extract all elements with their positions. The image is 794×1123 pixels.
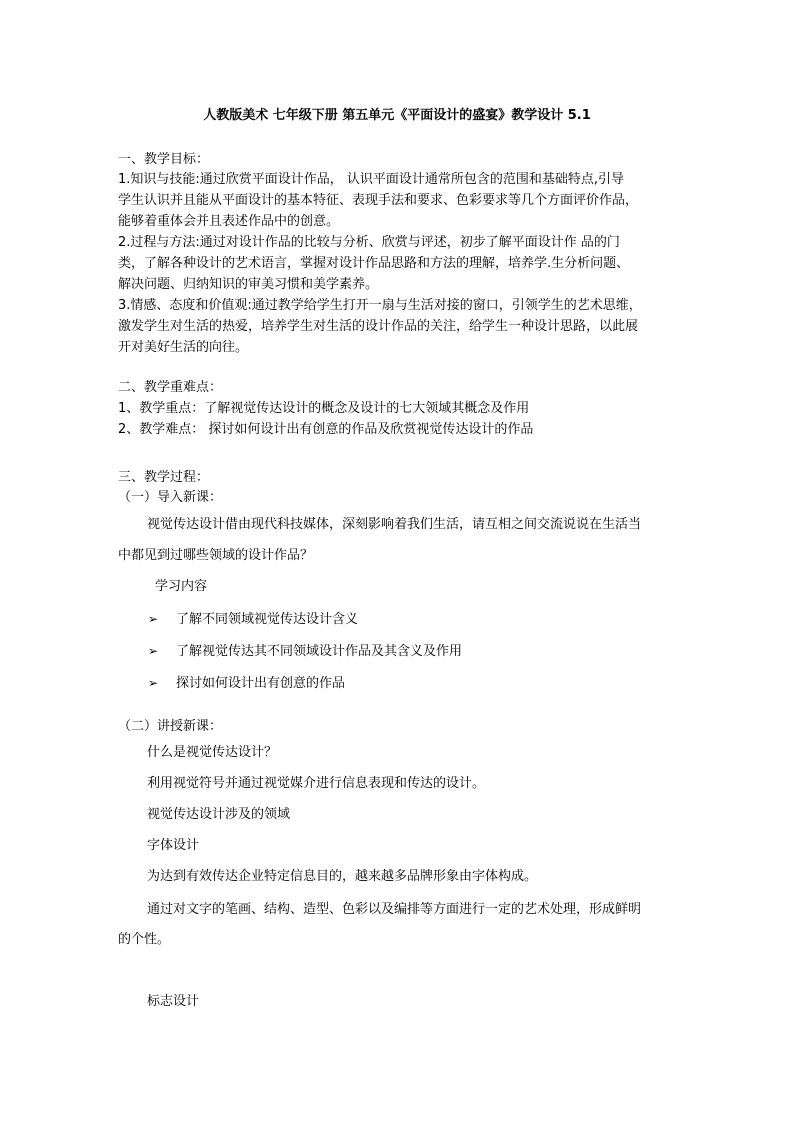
key-point-line: 2、教学难点： 探讨如何设计出有创意的作品及欣赏视觉传达设计的作品 — [118, 422, 534, 437]
subsection-new-lesson-heading: （二）讲授新课： — [118, 719, 223, 734]
arrow-bullet-icon: ➢ — [148, 676, 159, 690]
objectives-line: 开对美好生活的向往。 — [118, 340, 249, 355]
document-title: 人教版美术 七年级下册 第五单元《平面设计的盛宴》教学设计 5.1 — [203, 108, 591, 123]
objectives-line: 2.过程与方法:通过对设计作品的比较与分析、欣赏与评述，初步了解平面设计作 品的门 — [118, 235, 620, 250]
list-item-text: 了解视觉传达其不同领域设计作品及其含义及作用 — [176, 644, 463, 659]
list-item-text: 了解不同领域视觉传达设计含义 — [176, 612, 359, 627]
lesson-paragraph: 字体设计 — [147, 838, 200, 853]
list-item — [148, 640, 462, 659]
key-point-line: 1、教学重点：了解视觉传达设计的概念及设计的七大领域其概念及作用 — [118, 401, 530, 416]
lesson-paragraph: 通过对文字的笔画、结构、造型、色彩以及编排等方面进行一定的艺术处理，形成鲜明 — [147, 902, 642, 917]
list-item-text: 探讨如何设计出有创意的作品 — [176, 676, 346, 691]
list-item — [148, 672, 345, 691]
intro-paragraph-line: 中都见到过哪些领域的设计作品？ — [118, 548, 314, 563]
section-heading-objectives: 一、教学目标： — [118, 152, 210, 167]
lesson-paragraph: 什么是视觉传达设计？ — [147, 745, 278, 760]
lesson-paragraph: 为达到有效传达企业特定信息目的，越来越多品牌形象由字体构成。 — [147, 869, 538, 884]
lesson-paragraph: 利用视觉符号并通过视觉媒介进行信息表现和传达的设计。 — [147, 776, 486, 791]
lesson-paragraph: 的个性。 — [118, 932, 171, 947]
arrow-bullet-icon: ➢ — [148, 644, 159, 658]
section-heading-process: 三、教学过程： — [118, 470, 210, 485]
list-item — [148, 608, 358, 627]
arrow-bullet-icon: ➢ — [148, 612, 159, 626]
objectives-line: 学生认识并且能从平面设计的基本特征、表现手法和要求、色彩要求等几个方面评价作品， — [118, 193, 639, 208]
objectives-line: 1.知识与技能:通过欣赏平面设计作品， 认识平面设计通常所包含的范围和基础特点,引导 — [118, 172, 625, 187]
study-content-label: 学习内容 — [155, 579, 208, 594]
intro-paragraph-line: 视觉传达设计借由现代科技媒体，深刻影响着我们生活，请互相之间交流说说在生活当 — [147, 517, 642, 532]
section-heading-key-points: 二、教学重难点： — [118, 380, 223, 395]
objectives-line: 激发学生对生活的热爱，培养学生对生活的设计作品的关注，给学生一种设计思路，以此展 — [118, 319, 639, 334]
objectives-line: 3.情感、态度和价值观:通过教学给学生打开一扇与生活对接的窗口，引领学生的艺术思维， — [118, 298, 642, 313]
lesson-paragraph: 视觉传达设计涉及的领域 — [147, 807, 291, 822]
lesson-paragraph: 标志设计 — [147, 994, 200, 1009]
objectives-line: 类，了解各种设计的艺术语言，掌握对设计作品思路和方法的理解，培养学.生分析问题、 — [118, 256, 630, 271]
subsection-intro-heading: （一）导入新课： — [118, 490, 223, 505]
objectives-line: 解决问题、归纳知识的审美习惯和美学素养。 — [118, 277, 379, 292]
objectives-line: 能够着重体会并且表述作品中的创意。 — [118, 214, 340, 229]
